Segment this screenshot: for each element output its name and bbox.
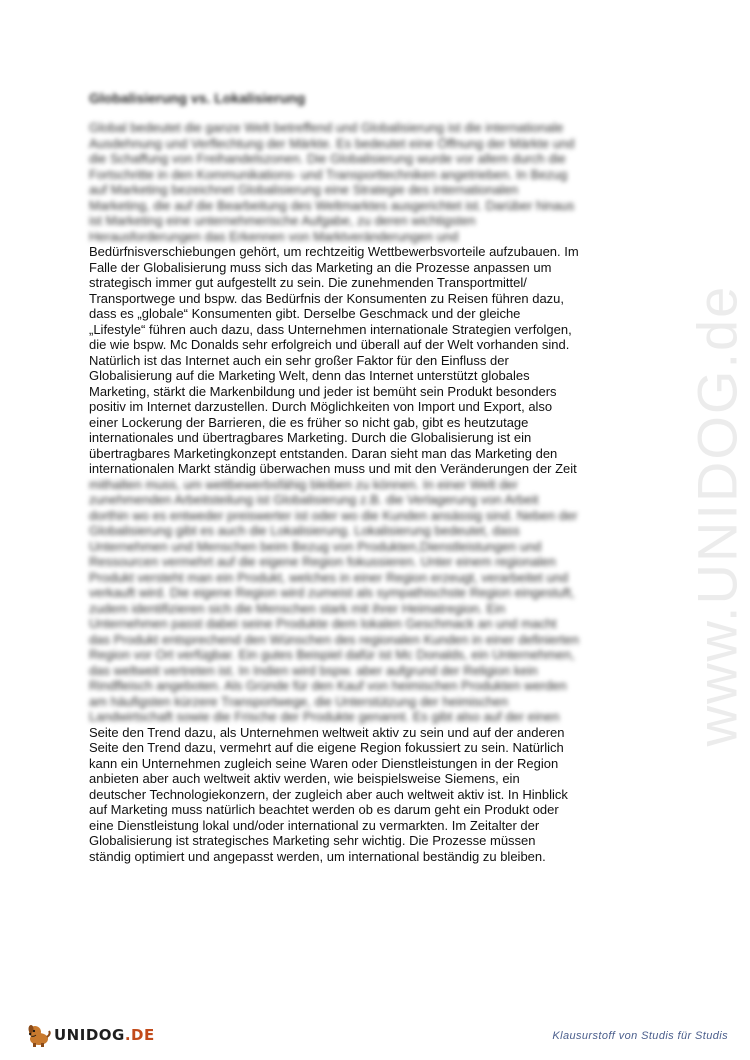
text-line: Globalisierung ist strategisches Marketing sehr wichtig. Die Prozesse müssen bbox=[89, 833, 536, 848]
blurred-text-line: Global bedeutet die ganze Welt betreffend und Globalisierung ist die internationale bbox=[89, 120, 564, 135]
text-line: Globalisierung auf die Marketing Welt, denn das Internet unterstützt globales bbox=[89, 368, 530, 383]
blurred-text-line: Produkt versteht man ein Produkt, welches in einer Region erzeugt, verarbeitet und bbox=[89, 569, 569, 585]
text-line: eine Dienstleistung lokal und/oder international zu vermarkten. Im Zeitalter der bbox=[89, 817, 540, 833]
text-line: Bedürfnisverschiebungen gehört, um rechtzeitig Wettbewerbsvorteile aufzubauen. Im bbox=[89, 244, 579, 259]
text-line: internationales und übertragbares Marketing. Durch die Globalisierung ist ein bbox=[89, 430, 532, 445]
text-line: Transportwege und bspw. das Bedürfnis der Konsumenten zu Reisen führen dazu, bbox=[89, 290, 565, 306]
text-line: strategisch immer gut aufgestellt zu sein. Die zunehmenden Transportmittel/ bbox=[89, 275, 527, 290]
blurred-text-line: Region vor Ort verfügbar. Ein gutes Beispiel dafür ist Mc Donalds, ein Unternehmen, bbox=[89, 647, 575, 662]
blurred-text-line: am häufigsten kürzere Transportwege, die Unterstützung der heimischen bbox=[89, 693, 509, 709]
text-line: übertragbares Marketingkonzept entstanden. Daran sieht man das Marketing den bbox=[89, 445, 558, 461]
blurred-text-line: dorthin wo es entweder preiswerter ist oder wo die Kunden ansässig sind. Neben der bbox=[89, 507, 578, 523]
logo-name: UNIDOG bbox=[54, 1026, 125, 1044]
text-line: internationalen Markt ständig überwachen muss und mit den Veränderungen der Zeit bbox=[89, 461, 577, 476]
watermark-text: www.UNIDOG.de bbox=[685, 284, 749, 746]
blurred-text-line: zudem identifizieren sich die Menschen stark mit ihrer Heimatregion. Ein bbox=[89, 600, 506, 616]
blurred-text-line: Rindfleisch angeboten. Als Gründe für den Kauf von heimischen Produkten werden bbox=[89, 678, 567, 693]
text-line: auf Marketing muss natürlich beachtet werden ob es darum geht ein Produkt oder bbox=[89, 802, 559, 817]
blurred-text-line: auf Marketing bezeichnet Globalisierung eine Strategie des internationalen bbox=[89, 182, 519, 197]
text-line: Marketing, stärkt die Markenbildung und jeder ist bemüht sein Produkt besonders bbox=[89, 383, 557, 399]
text-line: „Lifestyle“ führen auch dazu, dass Unternehmen internationale Strategien verfolgen, bbox=[89, 321, 572, 337]
text-line: deutscher Technologiekonzern, der zugleich aber auch weltweit aktiv ist. In Hinblick bbox=[89, 786, 568, 802]
blurred-text-line: die Schaffung von Freihandelszonen. Die Globalisierung wurde vor allem durch die bbox=[89, 151, 566, 166]
blurred-text-line: Ressourcen vermehrt auf die eigene Region fokussieren. Unter einem regionalen bbox=[89, 554, 556, 569]
logo-suffix: .DE bbox=[124, 1026, 155, 1044]
blurred-text-line: Ausdehnung und Verflechtung der Märkte. Es bedeutet eine Öffnung der Märkte und bbox=[89, 135, 575, 151]
unidog-logo[interactable] bbox=[26, 1020, 155, 1050]
blurred-text-line: Unternehmen passt dabei seine Produkte dem lokalen Geschmack an und macht bbox=[89, 616, 557, 631]
blurred-text-line: Unternehmen und Menschen beim Bezug von Produkten,Dienstleistungen und bbox=[89, 538, 542, 554]
blurred-text-line: Marketing, die auf die Bearbeitung des Weltmarktes ausgerichtet ist. Darüber hinaus bbox=[89, 197, 575, 213]
text-line: Falle der Globalisierung muss sich das Marketing an die Prozesse anpassen um bbox=[89, 259, 552, 275]
text-line: anbieten aber auch weltweit aktiv werden, wie beispielsweise Siemens, ein bbox=[89, 771, 520, 786]
text-line: Natürlich ist das Internet auch ein sehr großer Faktor für den Einfluss der bbox=[89, 352, 509, 368]
text-line: positiv im Internet darzustellen. Durch Möglichkeiten von Import und Export, also bbox=[89, 399, 553, 414]
blurred-text-line: Landwirtschaft sowie die Frische der Produkte genannt. Es gibt also auf der einen bbox=[89, 709, 560, 724]
blurred-text-line: das weltweit vertreten ist. In Indien wird bspw. aber aufgrund der Religion kein bbox=[89, 662, 538, 678]
blurred-text-line: Herausforderungen das Erkennen von Marktveränderungen und bbox=[89, 228, 459, 244]
text-line: dass es „globale“ Konsumenten gibt. Derselbe Geschmack und der gleiche bbox=[89, 306, 521, 321]
text-line: Seite den Trend dazu, als Unternehmen weltweit aktiv zu sein und auf der anderen bbox=[89, 724, 565, 740]
text-line: einer Lockerung der Barrieren, die es früher so nicht gab, gibt es heutzutage bbox=[89, 414, 529, 430]
text-line: ständig optimiert und angepasst werden, um international beständig zu bleiben. bbox=[89, 848, 546, 864]
text-line: kann ein Unternehmen zugleich seine Waren oder Dienstleistungen in der Region bbox=[89, 755, 559, 771]
blurred-text-line: ist Marketing eine unternehmerische Aufgabe, zu deren wichtigsten bbox=[89, 213, 476, 228]
document-title: Globalisierung vs. Lokalisierung bbox=[89, 90, 306, 106]
footer-tagline: Klausurstoff von Studis für Studis bbox=[552, 1030, 728, 1042]
document-paragraph bbox=[89, 120, 664, 864]
blurred-text-line: Globalisierung gibt es auch die Lokalisierung. Lokalisierung bedeutet, dass bbox=[89, 523, 520, 538]
blurred-text-line: mithalten muss, um wettbewerbsfähig bleiben zu können. In einer Welt der bbox=[89, 476, 518, 492]
dog-icon bbox=[26, 1022, 52, 1048]
blurred-text-line: zunehmenden Arbeitsteilung ist Globalisierung z.B. die Verlagerung von Arbeit bbox=[89, 492, 539, 507]
blurred-text-line: verkauft wird. Die eigene Region wird zumeist als sympathischste Region eingestuft, bbox=[89, 585, 575, 600]
text-line: die wie bspw. Mc Donalds sehr erfolgreich und überall auf der Welt vorhanden sind. bbox=[89, 337, 570, 352]
logo-wordmark bbox=[54, 1026, 155, 1044]
blurred-text-line: das Produkt entsprechend den Wünschen des regionalen Kunden in einer definierten bbox=[89, 631, 580, 647]
blurred-text-line: Fortschritte in den Kommunikations- und Transporttechniken angetrieben. In Bezug bbox=[89, 166, 568, 182]
text-line: Seite den Trend dazu, vermehrt auf die eigene Region fokussiert zu sein. Natürlich bbox=[89, 740, 564, 755]
document-body bbox=[89, 88, 664, 864]
